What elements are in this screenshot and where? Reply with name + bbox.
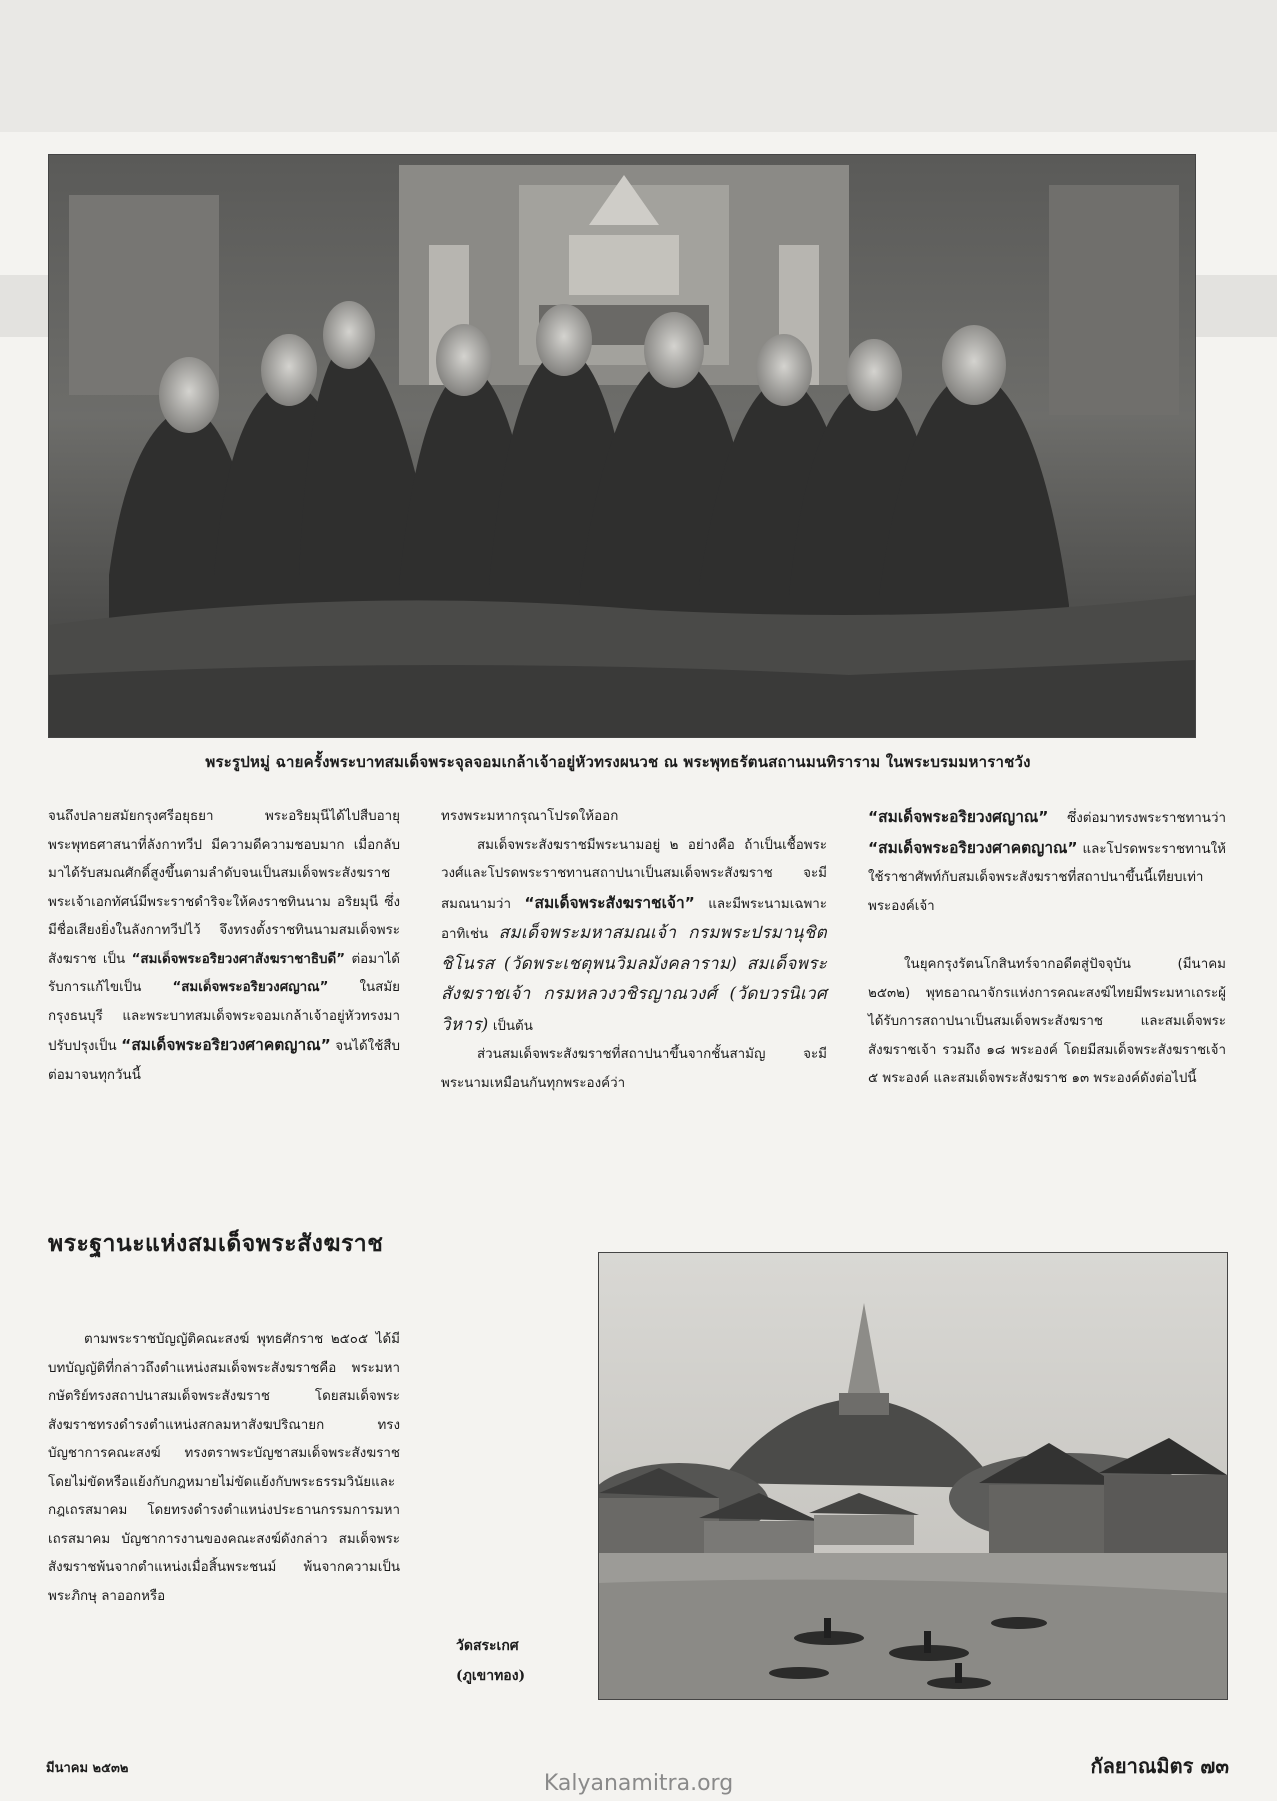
col3-paragraph-2: ในยุคกรุงรัตนโกสินทร์จากอดีตสู่ปัจจุบัน (มีนาคม ๒๕๓๒) พุทธอาณาจักรแห่งการคณะสงฆ์ไทยมีพระมหาเถระผู้ได้รับการสถาปนาเป็นสมเด็จพระสังฆราช และสมเด็จพระสังฆราชเจ้า รวมถึง ๑๘ พระองค์ โดยมีสมเด็จพระสังฆราชเจ้า ๕ พระองค์ และสมเด็จพระสังฆราช ๑๓ พระองค์ดังต่อไปนี้	[868, 957, 1226, 1086]
watermark: Kalyanamitra.org	[543, 1771, 734, 1796]
col2-text-b: และมีพระนามเฉพาะ อาทิเช่น	[441, 896, 827, 942]
col1-title-1: “สมเด็จพระอริยวงศาสังฆราชาธิบดี”	[131, 951, 346, 967]
column-1	[48, 803, 400, 1090]
photo-caption-bottom	[456, 1631, 525, 1691]
col1-text-b: ต่อมาได้รับการแก้ไขเป็น	[48, 951, 400, 995]
col1-paragraph-1	[48, 803, 400, 1090]
column-3	[868, 803, 1226, 1094]
col3-paragraph-1	[868, 803, 1226, 921]
col2-paragraph-3: ส่วนสมเด็จพระสังฆราชที่สถาปนาขึ้นจากชั้นสามัญ จะมีพระนามเหมือนกันทุกพระองค์ว่า	[441, 1047, 827, 1091]
wat-saket-photo	[598, 1252, 1228, 1700]
col2-italic-names: สมเด็จพระมหาสมณเจ้า กรมพระปรมานุชิตชิโนรส (วัดพระเชตุพนวิมลมังคลาราม) สมเด็จพระสังฆราชเจ้า กรมหลวงวชิรญาณวงศ์ (วัดบวรนิเวศวิหาร)	[441, 923, 828, 1035]
photo-caption-line-2: (ภูเขาทอง)	[456, 1668, 526, 1684]
col1-text-a: จนถึงปลายสมัยกรุงศรีอยุธยา พระอริยมุนีได้ไปสืบอายุพระพุทธศาสนาที่ลังกาทวีป มีความดีความชอบมาก เมื่อกลับมาได้รับสมณศักดิ์สูงขึ้นตามลำดับจนเป็นสมเด็จพระสังฆราช พระเจ้าเอกทัศน์มีพระราชดำริจะให้คงราชทินนาม อริยมุนี ซึ่งมีชื่อเสียงยิ่งในลังกาทวีปไว้ จึงทรงตั้งราชทินนามสมเด็จพระสังฆราช เป็น	[48, 809, 400, 967]
col1-paragraph-2: ตามพระราชบัญญัติคณะสงฆ์ พุทธศักราช ๒๕๐๕ ได้มีบทบัญญัติที่กล่าวถึงตำแหน่งสมเด็จพระสังฆราชคือ พระมหากษัตริย์ทรงสถาปนาสมเด็จพระสังฆราช โดยสมเด็จพระสังฆราชทรงดำรงตำแหน่งสกลมหาสังฆปริณายก ทรงบัญชาการคณะสงฆ์ ทรงตราพระบัญชาสมเด็จพระสังฆราช โดยไม่ขัดหรือแย้งกับกฎหมายไม่ขัดแย้งกับพระธรรมวินัยและกฎเถรสมาคม โดยทรงดำรงตำแหน่งประธานกรรมการมหาเถรสมาคม บัญชาการงานของคณะสงฆ์ดังกล่าว สมเด็จพระสังฆราชพ้นจากตำแหน่งเมื่อสิ้นพระชนม์ พ้นจากความเป็นพระภิกษุ ลาออกหรือ	[48, 1332, 400, 1604]
footer-date: มีนาคม ๒๕๓๒	[46, 1761, 129, 1776]
col3-text-b: และโปรดพระราชทานให้ใช้ราชาศัพท์กับสมเด็จพระสังฆราชที่สถาปนาขึ้นนี้เทียบเท่าพระองค์เจ้า	[868, 841, 1226, 914]
col1-text-c: ในสมัยกรุงธนบุรี และพระบาทสมเด็จพระจอมเกล้าเจ้าอยู่หัวทรงมาปรับปรุงเป็น	[48, 980, 400, 1054]
col1-title-2: “สมเด็จพระอริยวงศญาณ”	[172, 980, 329, 995]
photo-caption-line-1: วัดสระเกศ	[456, 1638, 519, 1654]
col3-title-2: “สมเด็จพระอริยวงศาคตญาณ”	[868, 838, 1078, 857]
column-1-lower	[48, 1326, 400, 1611]
col3-title-1: “สมเด็จพระอริยวงศญาณ”	[868, 808, 1049, 826]
section-heading: พระฐานะแห่งสมเด็จพระสังฆราช	[48, 1230, 384, 1257]
col2-title-1: “สมเด็จพระสังฆราชเจ้า”	[524, 893, 695, 912]
page-top-band	[0, 0, 1277, 132]
col1-title-3: “สมเด็จพระอริยวงศาคตญาณ”	[121, 1036, 331, 1054]
col3-text-a: ซึ่งต่อมาทรงพระราชทานว่า	[1048, 811, 1226, 826]
col1-text-d: จนได้ใช้สืบต่อมาจนทุกวันนี้	[48, 1039, 400, 1083]
photo-caption-top: พระรูปหมู่ ฉายครั้งพระบาทสมเด็จพระจุลจอมเกล้าเจ้าอยู่หัวทรงผนวช ณ พระพุทธรัตนสถานมนทิราราม ในพระบรมมหาราชวัง	[205, 753, 1031, 771]
column-2	[441, 803, 827, 1098]
col2-paragraph-2	[441, 832, 827, 1042]
col2-text-a: สมเด็จพระสังฆราชมีพระนามอยู่ ๒ อย่างคือ ถ้าเป็นเชื้อพระวงศ์และโปรดพระราชทานสถาปนาเป็นสมเด็จพระสังฆราช จะมีสมณนามว่า	[441, 837, 827, 912]
monks-group-photo	[48, 154, 1196, 738]
col2-paragraph-1: ทรงพระมหากรุณาโปรดให้ออก	[441, 809, 619, 824]
col2-text-c: เป็นต้น	[488, 1018, 533, 1034]
footer-page-number: กัลยาณมิตร ๗๓	[1090, 1754, 1229, 1778]
